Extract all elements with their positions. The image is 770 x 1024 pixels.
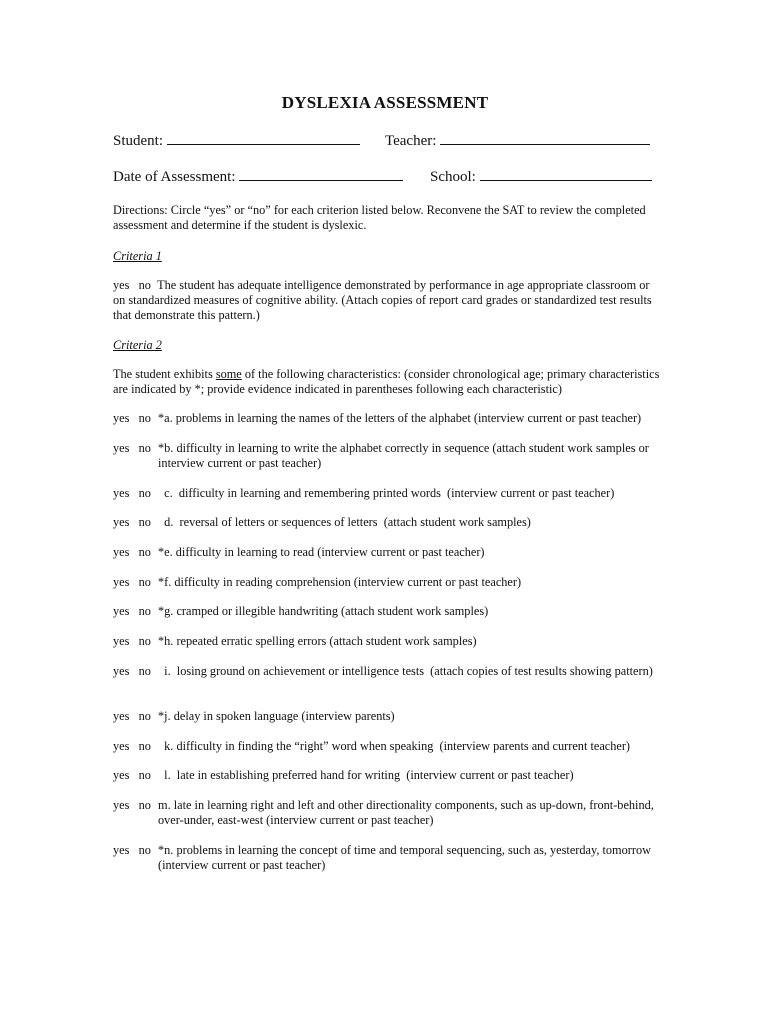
date-blank[interactable] xyxy=(239,168,403,181)
yes-no-i[interactable]: yes no xyxy=(113,664,151,678)
criteria-2-heading: Criteria 2 xyxy=(113,338,162,352)
yes-no-e[interactable]: yes no xyxy=(113,545,151,559)
yes-no-b[interactable]: yes no xyxy=(113,441,151,455)
date-field xyxy=(113,168,403,186)
criteria-2-intro-b: of the following characteristics: (consider chronological age; primary characteristics are indicated by *; provide evidence indicated in parentheses following each characteristic) xyxy=(113,367,660,396)
yes-no-m[interactable]: yes no xyxy=(113,798,151,812)
yes-no-n[interactable]: yes no xyxy=(113,843,151,857)
criterion-text-j: *j. delay in spoken language (interview parents) xyxy=(158,709,395,723)
school-label: School: xyxy=(430,169,476,185)
criterion-text-g: *g. cramped or illegible handwriting (attach student work samples) xyxy=(158,604,489,618)
criteria-1-statement: The student has adequate intelligence demonstrated by performance in age appropriate classroom or on standardized measures of cognitive ability. (Attach copies of report card grades or standardized test results that demonstrate this pattern.) xyxy=(113,278,652,322)
teacher-blank[interactable] xyxy=(440,132,650,145)
criterion-text-l: l. late in establishing preferred hand for writing (interview current or past teacher) xyxy=(158,768,574,782)
school-field xyxy=(430,168,652,186)
criterion-text-h: *h. repeated erratic spelling errors (attach student work samples) xyxy=(158,634,477,648)
criterion-text-f: *f. difficulty in reading comprehension (interview current or past teacher) xyxy=(158,575,522,589)
yes-no-f[interactable]: yes no xyxy=(113,575,151,589)
student-label: Student: xyxy=(113,133,164,149)
yes-no-a[interactable]: yes no xyxy=(113,411,151,425)
criterion-text-m: m. late in learning right and left and other directionality components, such as up-down, front-behind, over-under, east-west (interview current or past teacher) xyxy=(158,798,654,827)
school-blank[interactable] xyxy=(480,168,652,181)
yes-no-h[interactable]: yes no xyxy=(113,634,151,648)
criterion-text-k: k. difficulty in finding the “right” word when speaking (interview parents and current teacher) xyxy=(158,739,631,753)
yes-no-l[interactable]: yes no xyxy=(113,768,151,782)
criterion-text-b: *b. difficulty in learning to write the alphabet correctly in sequence (attach student work samples or interview current or past teacher) xyxy=(158,441,649,470)
criteria-1-yes-no[interactable]: yes no xyxy=(113,278,151,292)
yes-no-g[interactable]: yes no xyxy=(113,604,151,618)
date-label: Date of Assessment: xyxy=(113,169,236,185)
teacher-label: Teacher: xyxy=(385,133,437,149)
criteria-2-intro-a: The student exhibits xyxy=(113,367,216,381)
teacher-field xyxy=(385,132,650,150)
criterion-text-n: *n. problems in learning the concept of time and temporal sequencing, such as, yesterday, tomorrow (interview current or past teacher) xyxy=(158,843,651,872)
criteria-2-intro xyxy=(113,367,661,397)
criterion-text-e: *e. difficulty in learning to read (interview current or past teacher) xyxy=(158,545,485,559)
yes-no-c[interactable]: yes no xyxy=(113,486,151,500)
criterion-text-c: c. difficulty in learning and remembering printed words (interview current or past teacher) xyxy=(158,486,615,500)
yes-no-d[interactable]: yes no xyxy=(113,515,151,529)
yes-no-k[interactable]: yes no xyxy=(113,739,151,753)
directions: Directions: Circle “yes” or “no” for each criterion listed below. Reconvene the SAT to review the completed assessment and determine if the student is dyslexic. xyxy=(113,203,646,232)
criterion-text-a: *a. problems in learning the names of the letters of the alphabet (interview current or past teacher) xyxy=(158,411,642,425)
student-field xyxy=(113,132,360,150)
criterion-text-d: d. reversal of letters or sequences of letters (attach student work samples) xyxy=(158,515,531,529)
yes-no-j[interactable]: yes no xyxy=(113,709,151,723)
criteria-1-heading: Criteria 1 xyxy=(113,249,162,263)
student-blank[interactable] xyxy=(167,132,360,145)
criteria-1-text xyxy=(113,278,661,323)
criteria-2-intro-some: some xyxy=(215,367,242,381)
document-title: DYSLEXIA ASSESSMENT xyxy=(281,93,489,112)
criterion-text-i: i. losing ground on achievement or intelligence tests (attach copies of test results showing pattern) xyxy=(158,664,653,678)
